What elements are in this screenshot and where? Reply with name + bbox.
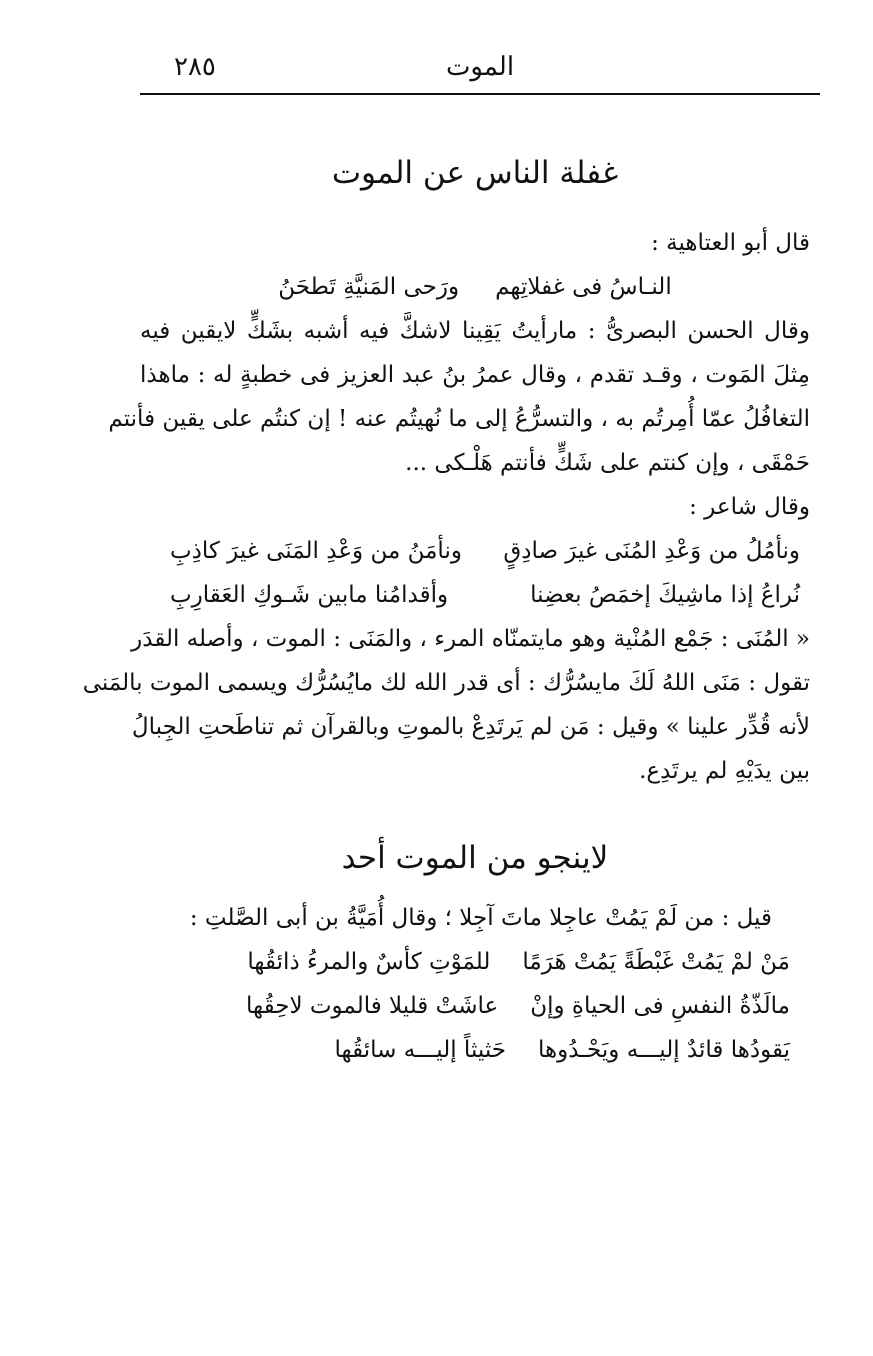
verse-line: [140, 265, 810, 309]
header-rule: [140, 93, 820, 95]
section-title-heedlessness: غفلة الناس عن الموت: [331, 155, 619, 191]
intro-abu-al-atahiya: قال أبو العتاهية :: [651, 230, 810, 256]
verse-hemistich-left: وأقدامُنا مابين شَـوكِ العَقارِبِ: [170, 582, 449, 608]
verse-hemistich-left: ورَحى المَنيَّةِ تَطحَنُ: [278, 274, 460, 300]
verse-hemistich-right: النـاسُ فى غفلاتِهم: [495, 274, 672, 300]
verse-line: [140, 984, 810, 1028]
verse-hemistich-left: للمَوْتِ كأسٌ والمرءُ ذائقُها: [247, 949, 491, 975]
verse-hemistich-right: ونأمُلُ من وَعْدِ المُنَى غيرَ صادِقٍ: [503, 538, 800, 564]
verse-hemistich-left: حَثيثاً إليـــه سائقُها: [334, 1037, 506, 1063]
prose-line: « المُنَى : جَمْع المُنْية وهو مايتمنّاه المرء ، والمَنَى : الموت ، وأصله القدَر: [131, 626, 810, 652]
verse-line: [140, 1028, 810, 1072]
running-title: الموت: [445, 52, 515, 82]
verse-hemistich-right: مالَذّةُ النفسِ فى الحياةِ وإنْ: [530, 993, 790, 1019]
intro-poet: وقال شاعر :: [689, 494, 810, 520]
verse-line: [140, 529, 810, 573]
verse-hemistich-right: مَنْ لمْ يَمُتْ غَبْطَةً يَمُتْ هَرَمًا: [522, 949, 790, 975]
verse-hemistich-right: نُراعُ إذا ماشِيكَ إخمَصُ بعضِنا: [530, 582, 800, 608]
page-content: [82, 150, 810, 1072]
verse-line: [140, 940, 810, 984]
page-number: ٢٨٥: [174, 52, 216, 82]
prose-line: حَمْقَى ، وإن كنتم على شَكٍّ فأنتم هَلْـكى ...: [405, 450, 810, 476]
intro-umayya: قيل : من لَمْ يَمُتْ عاجِلا ماتَ آجِلا ؛ وقال أُمَيَّةُ بن أبى الصَّلتِ :: [189, 905, 772, 931]
verse-hemistich-left: عاشَتْ قليلا فالموت لاحِقُها: [245, 993, 499, 1019]
prose-line: بين يدَيْهِ لم يرتَدِع.: [639, 758, 810, 784]
verse-line: [140, 573, 810, 617]
prose-line: وقال الحسن البصرىُّ : مارأيتُ يَقِينا لاشكَّ فيه أشبه بشَكٍّ لايقين فيه: [140, 318, 810, 344]
section-title-none-escapes: لاينجو من الموت أحد: [341, 840, 609, 876]
prose-line: تقول : مَنَى اللهُ لَكَ مايسُرُّك : أى قدر الله لك مايُسُرُّك ويسمى الموت بالمَنى: [82, 670, 810, 696]
verse-hemistich-left: ونأمَنُ من وَعْدِ المَنَى غيرَ كاذِبِ: [170, 538, 462, 564]
prose-line: لأنه قُدِّر علينا » وقيل : مَن لم يَرتَدِعْ بالموتِ وبالقرآن ثم تناطَحتِ الجِبالُ: [131, 714, 810, 740]
page-header: [140, 48, 820, 88]
prose-line: التغافُلُ عمّا أُمِرتُم به ، والتسرُّعُ إلى ما نُهيتُم عنه ! إن كنتُم على يقين فأنتم: [108, 406, 810, 432]
prose-line: مِثلَ المَوت ، وقـد تقدم ، وقال عمرُ بنُ عبد العزيز فى خطبةٍ له : ماهذا: [140, 362, 810, 388]
verse-hemistich-right: يَقودُها قائدٌ إليـــه ويَحْـدُوها: [537, 1037, 790, 1063]
